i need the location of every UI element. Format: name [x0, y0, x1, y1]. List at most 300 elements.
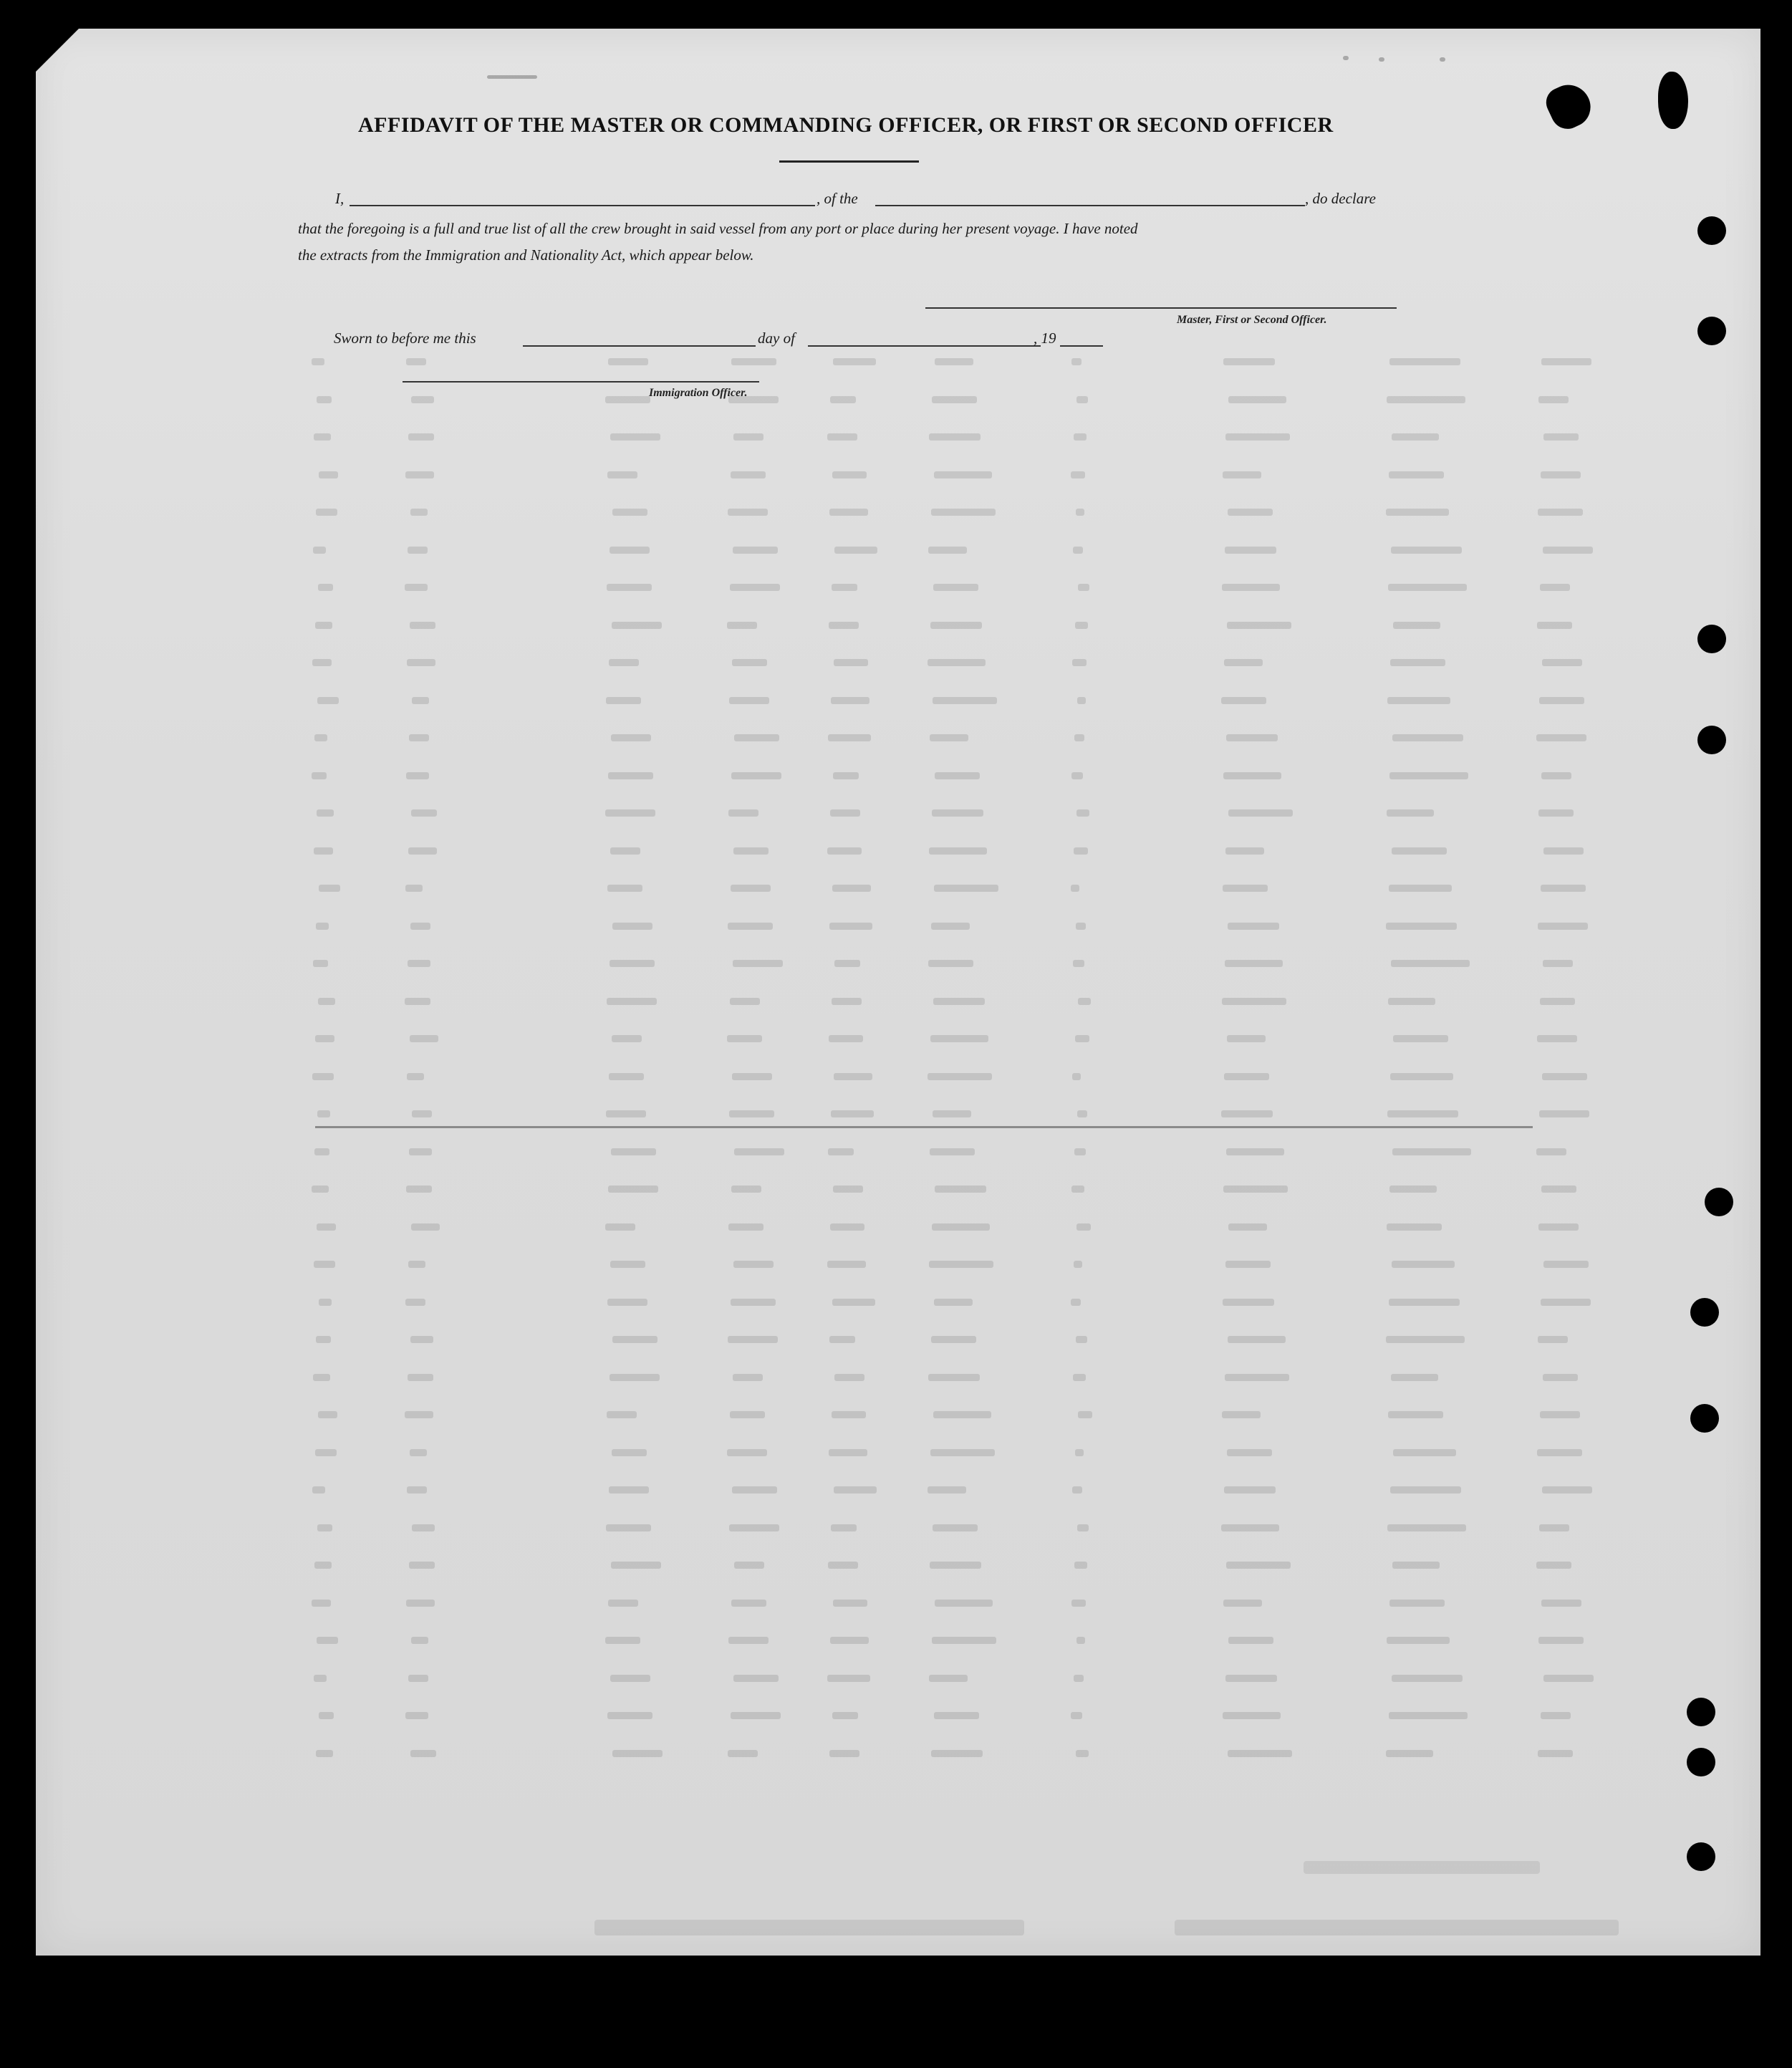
bleed-through-glyphs	[607, 1712, 652, 1719]
bleed-through-glyphs	[731, 1299, 776, 1306]
bleed-through-glyphs	[731, 1600, 766, 1607]
bleed-through-glyphs	[612, 1750, 663, 1757]
bleed-through-glyphs	[610, 1261, 645, 1268]
bleed-through-glyphs	[827, 1261, 866, 1268]
bleed-through-row	[272, 1750, 1705, 1760]
bleed-through-glyphs	[1386, 1750, 1433, 1757]
bleed-through-glyphs	[1541, 1712, 1571, 1719]
bleed-through-row	[272, 1562, 1705, 1572]
bleed-through-glyphs	[1392, 1148, 1471, 1155]
bleed-through-glyphs	[1228, 396, 1286, 403]
faint-mark	[487, 75, 537, 79]
bleed-through-glyphs	[1225, 547, 1276, 554]
bleed-through-row	[272, 885, 1705, 895]
bleed-through-glyphs	[1223, 1712, 1281, 1719]
bleed-through-glyphs	[411, 396, 434, 403]
bleed-through-glyphs	[408, 547, 428, 554]
bleed-through-glyphs	[314, 847, 333, 855]
bleed-through-glyphs	[731, 471, 766, 478]
bleed-through-glyphs	[408, 433, 434, 441]
bleed-through-glyphs	[928, 960, 973, 967]
bleed-through-glyphs	[1387, 1110, 1458, 1117]
bleed-through-glyphs	[1543, 1675, 1594, 1682]
bleed-through-glyphs	[312, 358, 324, 365]
bleed-through-glyphs	[312, 1186, 329, 1193]
bleed-through-row	[272, 1524, 1705, 1534]
bleed-through-glyphs	[1393, 1035, 1448, 1042]
bleed-through-glyphs	[1076, 396, 1088, 403]
bleed-through-glyphs	[315, 1449, 337, 1456]
bleed-through-glyphs	[833, 1186, 863, 1193]
declaration-of-the: , of the	[816, 190, 858, 207]
faint-stamp	[1304, 1861, 1540, 1874]
bleed-through-glyphs	[733, 547, 778, 554]
bleed-through-glyphs	[314, 433, 331, 441]
bleed-through-glyphs	[734, 1148, 784, 1155]
title-underline	[779, 160, 919, 163]
bleed-through-glyphs	[1221, 1524, 1279, 1531]
bleed-through-glyphs	[832, 998, 862, 1005]
bleed-through-glyphs	[834, 1486, 877, 1494]
bleed-through-glyphs	[610, 547, 650, 554]
bleed-through-glyphs	[405, 471, 434, 478]
bleed-through-glyphs	[612, 923, 652, 930]
bleed-through-row	[272, 358, 1705, 368]
bleed-through-glyphs	[1387, 1637, 1450, 1644]
bleed-through-glyphs	[1387, 1524, 1466, 1531]
bleed-through-glyphs	[317, 697, 339, 704]
bleed-through-glyphs	[1075, 622, 1088, 629]
bleed-through-glyphs	[733, 433, 763, 441]
bleed-through-glyphs	[1387, 697, 1450, 704]
bleed-through-glyphs	[829, 1336, 855, 1343]
bleed-through-glyphs	[1223, 1299, 1274, 1306]
bleed-through-glyphs	[314, 1148, 329, 1155]
bleed-through-glyphs	[606, 1524, 651, 1531]
bleed-through-glyphs	[1388, 998, 1435, 1005]
bleed-through-glyphs	[1071, 471, 1085, 478]
bleed-through-glyphs	[1391, 547, 1462, 554]
bleed-through-glyphs	[832, 1712, 858, 1719]
bleed-through-glyphs	[318, 998, 335, 1005]
bleed-through-glyphs	[1223, 1186, 1288, 1193]
bleed-through-glyphs	[607, 998, 657, 1005]
bleed-through-glyphs	[830, 396, 856, 403]
bleed-through-glyphs	[935, 1600, 993, 1607]
bleed-through-glyphs	[312, 1073, 334, 1080]
bleed-through-glyphs	[727, 622, 757, 629]
bleed-through-glyphs	[610, 433, 660, 441]
bleed-through-glyphs	[829, 509, 868, 516]
bleed-through-row	[272, 697, 1705, 707]
bleed-through-glyphs	[606, 1110, 646, 1117]
bleed-through-glyphs	[313, 547, 326, 554]
bleed-through-glyphs	[1073, 1374, 1086, 1381]
bleed-through-row	[272, 923, 1705, 933]
bleed-through-glyphs	[933, 584, 978, 591]
bleed-through-glyphs	[607, 1299, 647, 1306]
bleed-through-glyphs	[829, 1449, 867, 1456]
bleed-through-glyphs	[1227, 1035, 1266, 1042]
bleed-through-glyphs	[1392, 847, 1447, 855]
bleed-through-glyphs	[1074, 1261, 1082, 1268]
bleed-through-glyphs	[1225, 847, 1264, 855]
faint-stamp	[1175, 1920, 1619, 1935]
bleed-through-glyphs	[1074, 847, 1088, 855]
bleed-through-glyphs	[1222, 998, 1286, 1005]
bleed-through-glyphs	[412, 1110, 432, 1117]
bleed-through-glyphs	[829, 1750, 859, 1757]
bleed-through-glyphs	[1227, 622, 1291, 629]
bleed-through-glyphs	[317, 396, 332, 403]
declaration-i: I,	[335, 190, 345, 207]
bleed-through-glyphs	[834, 659, 868, 666]
bleed-through-glyphs	[314, 1261, 335, 1268]
bleed-through-row	[272, 509, 1705, 519]
bleed-through-glyphs	[608, 1600, 638, 1607]
bleed-through-glyphs	[405, 998, 430, 1005]
bleed-through-glyphs	[410, 622, 435, 629]
bleed-through-glyphs	[1224, 1073, 1269, 1080]
bleed-through-glyphs	[607, 1411, 637, 1418]
sworn-year: , 19	[1034, 330, 1056, 347]
bleed-through-glyphs	[1076, 509, 1084, 516]
bleed-through-glyphs	[1223, 1600, 1262, 1607]
bleed-through-glyphs	[1390, 1073, 1453, 1080]
bleed-through-glyphs	[828, 1148, 854, 1155]
bleed-through-glyphs	[1076, 809, 1089, 817]
bleed-through-row	[272, 960, 1705, 970]
bleed-through-row	[272, 772, 1705, 782]
bleed-through-glyphs	[408, 960, 430, 967]
bleed-through-glyphs	[727, 1449, 767, 1456]
bleed-through-glyphs	[1077, 697, 1086, 704]
bleed-through-glyphs	[1541, 1299, 1591, 1306]
bleed-through-row	[272, 396, 1705, 406]
bleed-through-glyphs	[316, 923, 329, 930]
bleed-through-glyphs	[1392, 1261, 1455, 1268]
bleed-through-glyphs	[610, 1374, 660, 1381]
bleed-through-glyphs	[728, 509, 768, 516]
bleed-through-glyphs	[608, 772, 653, 779]
bleed-through-glyphs	[734, 1562, 764, 1569]
bleed-through-glyphs	[834, 1374, 864, 1381]
bleed-through-glyphs	[728, 809, 758, 817]
bleed-through-glyphs	[1221, 697, 1266, 704]
bleed-through-glyphs	[834, 547, 877, 554]
bleed-through-glyphs	[1225, 1675, 1277, 1682]
bleed-through-glyphs	[1078, 1411, 1092, 1418]
bleed-through-row	[272, 734, 1705, 744]
bleed-through-glyphs	[827, 433, 857, 441]
bleed-through-glyphs	[1221, 1110, 1273, 1117]
bleed-through-row	[272, 1261, 1705, 1271]
bleed-through-glyphs	[1071, 1186, 1084, 1193]
bleed-through-row	[272, 1675, 1705, 1685]
bleed-through-row	[272, 1486, 1705, 1496]
bleed-through-glyphs	[1078, 584, 1089, 591]
bleed-through-row	[272, 1712, 1705, 1722]
bleed-through-row	[272, 584, 1705, 594]
bleed-through-glyphs	[733, 847, 769, 855]
strikethrough-mark	[315, 1126, 1533, 1128]
bleed-through-glyphs	[930, 1562, 981, 1569]
bleed-through-glyphs	[312, 772, 327, 779]
bleed-through-glyphs	[1543, 847, 1584, 855]
punch-hole	[1697, 216, 1726, 245]
bleed-through-glyphs	[1389, 885, 1452, 892]
sworn-day-of: day of	[758, 330, 795, 347]
bleed-through-glyphs	[933, 697, 997, 704]
bleed-through-glyphs	[1223, 772, 1281, 779]
bleed-through-glyphs	[1538, 396, 1569, 403]
declaration-line-3: the extracts from the Immigration and Nationality Act, which appear below.	[298, 246, 754, 264]
bleed-through-glyphs	[1538, 1637, 1584, 1644]
bleed-through-glyphs	[728, 1750, 758, 1757]
bleed-through-glyphs	[1228, 1336, 1286, 1343]
bleed-through-glyphs	[608, 358, 648, 365]
folded-corner	[36, 29, 79, 72]
bleed-through-glyphs	[933, 1411, 991, 1418]
bleed-through-glyphs	[410, 1035, 438, 1042]
bleed-through-glyphs	[605, 1637, 640, 1644]
faint-mark	[1379, 57, 1384, 62]
bleed-through-glyphs	[611, 734, 651, 741]
bleed-through-glyphs	[1387, 809, 1434, 817]
bleed-through-glyphs	[1538, 1750, 1573, 1757]
bleed-through-glyphs	[1071, 1299, 1081, 1306]
bleed-through-glyphs	[409, 1562, 435, 1569]
bleed-through-glyphs	[730, 584, 780, 591]
bleed-through-glyphs	[318, 584, 333, 591]
bleed-through-glyphs	[1537, 1449, 1582, 1456]
bleed-through-row	[272, 847, 1705, 857]
bleed-through-glyphs	[834, 1073, 872, 1080]
bleed-through-glyphs	[319, 885, 340, 892]
bleed-through-glyphs	[410, 923, 430, 930]
bleed-through-glyphs	[932, 396, 977, 403]
bleed-through-glyphs	[935, 772, 980, 779]
bleed-through-glyphs	[728, 923, 773, 930]
bleed-through-row	[272, 1299, 1705, 1309]
bleed-through-glyphs	[1389, 1712, 1468, 1719]
bleed-through-glyphs	[1393, 1449, 1456, 1456]
bleed-through-glyphs	[612, 509, 647, 516]
bleed-through-glyphs	[1539, 697, 1584, 704]
bleed-through-glyphs	[830, 1223, 864, 1231]
bleed-through-glyphs	[411, 1637, 428, 1644]
bleed-through-glyphs	[1393, 622, 1440, 629]
bleed-through-glyphs	[1389, 471, 1444, 478]
bleed-through-glyphs	[410, 1336, 433, 1343]
bleed-through-glyphs	[933, 1524, 978, 1531]
bleed-through-glyphs	[732, 659, 767, 666]
bleed-through-row	[272, 1637, 1705, 1647]
bleed-through-glyphs	[728, 1637, 769, 1644]
bleed-through-glyphs	[1077, 1110, 1087, 1117]
bleed-through-glyphs	[1392, 1675, 1463, 1682]
bleed-through-glyphs	[607, 885, 642, 892]
bleed-through-glyphs	[930, 1449, 995, 1456]
bleed-through-glyphs	[312, 1600, 331, 1607]
bleed-through-glyphs	[1389, 1299, 1460, 1306]
master-name-line	[350, 205, 815, 206]
bleed-through-glyphs	[410, 509, 428, 516]
bleed-through-glyphs	[315, 622, 332, 629]
bleed-through-glyphs	[1073, 547, 1083, 554]
bleed-through-glyphs	[1540, 998, 1575, 1005]
bleed-through-glyphs	[411, 1223, 440, 1231]
bleed-through-row	[272, 809, 1705, 819]
bleed-through-glyphs	[317, 809, 334, 817]
bleed-through-glyphs	[1076, 1223, 1091, 1231]
sworn-prefix: Sworn to before me this	[334, 330, 476, 347]
bleed-through-glyphs	[1542, 1073, 1587, 1080]
bleed-through-glyphs	[1226, 734, 1278, 741]
bleed-through-glyphs	[610, 960, 655, 967]
bleed-through-glyphs	[610, 847, 640, 855]
bleed-through-glyphs	[1074, 1148, 1086, 1155]
bleed-through-glyphs	[312, 1486, 325, 1494]
bleed-through-glyphs	[1071, 885, 1079, 892]
bleed-through-glyphs	[932, 1223, 990, 1231]
bleed-through-row	[272, 1600, 1705, 1610]
bleed-through-glyphs	[317, 1223, 336, 1231]
bleed-through-glyphs	[412, 697, 429, 704]
bleed-through-glyphs	[831, 1110, 874, 1117]
bleed-through-glyphs	[734, 734, 779, 741]
master-signature-line	[925, 307, 1397, 309]
bleed-through-row	[272, 1110, 1705, 1120]
bleed-through-glyphs	[928, 659, 986, 666]
bleed-through-glyphs	[317, 1110, 330, 1117]
bleed-through-glyphs	[828, 1562, 858, 1569]
bleed-through-glyphs	[832, 584, 857, 591]
bleed-through-glyphs	[1389, 1186, 1437, 1193]
bleed-through-glyphs	[1071, 358, 1082, 365]
bleed-through-glyphs	[1222, 584, 1280, 591]
bleed-through-glyphs	[1538, 809, 1574, 817]
bleed-through-glyphs	[930, 1035, 988, 1042]
bleed-through-glyphs	[606, 697, 641, 704]
bleed-through-glyphs	[412, 1524, 435, 1531]
bleed-through-glyphs	[829, 923, 872, 930]
immigration-caption: Immigration Officer.	[649, 387, 748, 399]
bleed-through-glyphs	[1539, 1524, 1569, 1531]
ink-blot	[1658, 72, 1688, 129]
bleed-through-glyphs	[832, 1411, 866, 1418]
bleed-through-glyphs	[934, 1299, 973, 1306]
sworn-month-line	[808, 345, 1041, 347]
bleed-through-glyphs	[934, 1712, 979, 1719]
bleed-through-glyphs	[1078, 998, 1091, 1005]
bleed-through-glyphs	[319, 1712, 334, 1719]
bleed-through-glyphs	[928, 547, 967, 554]
bleed-through-row	[272, 1073, 1705, 1083]
bleed-through-glyphs	[1386, 509, 1449, 516]
bleed-through-glyphs	[608, 1186, 658, 1193]
bleed-through-glyphs	[408, 1675, 428, 1682]
bleed-through-glyphs	[833, 1600, 867, 1607]
bleed-through-glyphs	[730, 998, 760, 1005]
bleed-through-row	[272, 622, 1705, 632]
bleed-through-glyphs	[832, 471, 867, 478]
bleed-through-glyphs	[832, 885, 871, 892]
bleed-through-glyphs	[1537, 1035, 1577, 1042]
bleed-through-glyphs	[316, 509, 337, 516]
bleed-through-glyphs	[316, 1336, 331, 1343]
bleed-through-row	[272, 1374, 1705, 1384]
bleed-through-glyphs	[1391, 960, 1470, 967]
punch-hole	[1687, 1842, 1715, 1871]
bleed-through-glyphs	[1076, 1750, 1089, 1757]
faint-mark	[1440, 57, 1445, 62]
bleed-through-glyphs	[928, 1374, 980, 1381]
bleed-through-glyphs	[315, 1035, 334, 1042]
bleed-through-glyphs	[1071, 1712, 1082, 1719]
bleed-through-glyphs	[731, 358, 776, 365]
bleed-through-glyphs	[1228, 1750, 1292, 1757]
punch-hole	[1705, 1188, 1733, 1216]
bleed-through-glyphs	[319, 471, 338, 478]
bleed-through-glyphs	[1074, 734, 1084, 741]
bleed-through-glyphs	[408, 1374, 433, 1381]
bleed-through-glyphs	[605, 1223, 635, 1231]
bleed-through-glyphs	[834, 960, 860, 967]
bleed-through-glyphs	[406, 358, 426, 365]
bleed-through-glyphs	[314, 1675, 327, 1682]
bleed-through-glyphs	[831, 1524, 857, 1531]
bleed-through-glyphs	[827, 1675, 870, 1682]
bleed-through-glyphs	[1540, 1411, 1580, 1418]
bleed-through-row	[272, 1336, 1705, 1346]
bleed-through-glyphs	[1074, 1675, 1084, 1682]
bleed-through-glyphs	[1075, 1035, 1089, 1042]
sworn-date-line	[523, 345, 756, 347]
bleed-through-row	[272, 1148, 1705, 1158]
bleed-through-glyphs	[930, 734, 968, 741]
bleed-through-glyphs	[1543, 1261, 1589, 1268]
bleed-through-glyphs	[832, 1299, 875, 1306]
bleed-through-glyphs	[410, 1449, 427, 1456]
bleed-through-glyphs	[1543, 433, 1579, 441]
bleed-through-glyphs	[1537, 622, 1572, 629]
bleed-through-glyphs	[1541, 1186, 1576, 1193]
bleed-through-glyphs	[1542, 1486, 1592, 1494]
bleed-through-glyphs	[1228, 923, 1279, 930]
bleed-through-glyphs	[1072, 1073, 1081, 1080]
bleed-through-glyphs	[935, 1186, 986, 1193]
bleed-through-glyphs	[1392, 1562, 1440, 1569]
bleed-through-glyphs	[317, 1637, 338, 1644]
bleed-through-glyphs	[1225, 1261, 1271, 1268]
bleed-through-glyphs	[1538, 1336, 1568, 1343]
bleed-through-glyphs	[314, 1562, 332, 1569]
bleed-through-glyphs	[1223, 358, 1275, 365]
bleed-through-glyphs	[731, 885, 771, 892]
bleed-through-glyphs	[1388, 584, 1467, 591]
bleed-through-glyphs	[931, 1336, 976, 1343]
bleed-through-glyphs	[406, 1600, 435, 1607]
faint-stamp	[594, 1920, 1024, 1935]
bleed-through-glyphs	[929, 433, 981, 441]
declaration-line-2: that the foregoing is a full and true list of all the crew brought in said vessel from any port or place during her present voyage. I have noted	[298, 220, 1138, 237]
vessel-name-line	[875, 205, 1305, 206]
bleed-through-glyphs	[1073, 960, 1084, 967]
bleed-through-glyphs	[410, 1750, 436, 1757]
bleed-through-glyphs	[935, 358, 973, 365]
bleed-through-row	[272, 998, 1705, 1008]
